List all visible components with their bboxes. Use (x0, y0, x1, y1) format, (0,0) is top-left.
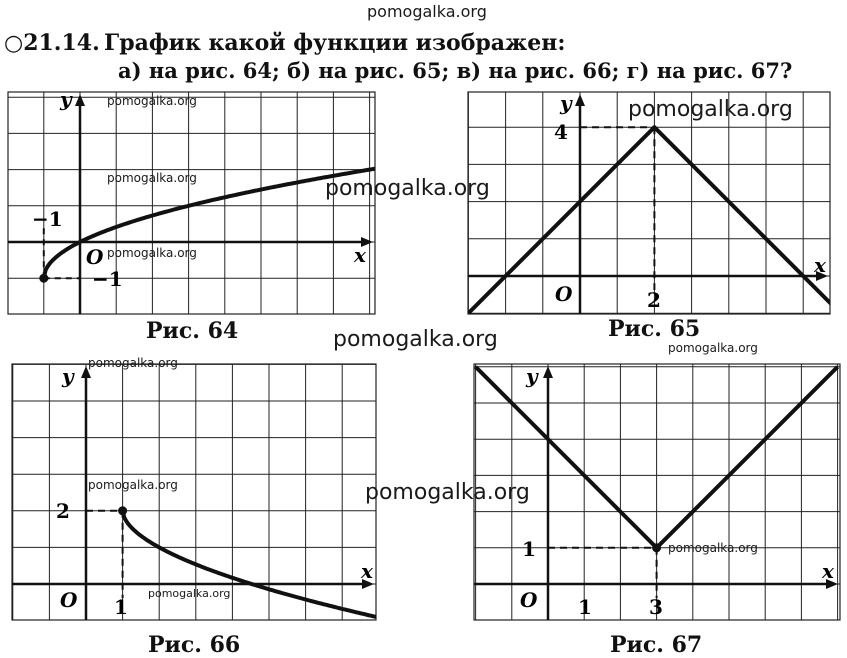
fig66-origin-label: O (60, 588, 78, 612)
watermark: pomogalka.org (107, 246, 197, 260)
fig67-tick-y: 1 (522, 537, 536, 561)
watermark: pomogalka.org (333, 327, 498, 352)
watermark: pomogalka.org (107, 171, 197, 185)
problem-parts: а) на рис. 64; б) на рис. 65; в) на рис. 66; г) на рис. 67? (118, 58, 793, 83)
fig64-y-label: y (60, 87, 72, 111)
watermark: pomogalka.org (628, 97, 793, 122)
fig64-tick-x: −1 (32, 207, 63, 231)
caption-fig65: Рис. 65 (608, 316, 701, 342)
fig67-y-label: y (526, 364, 538, 388)
fig67-origin-label: O (520, 588, 538, 612)
fig67-tick-x1: 1 (578, 595, 592, 619)
watermark: pomogalka.org (148, 587, 231, 600)
fig64-x-label: x (354, 243, 366, 267)
watermark: pomogalka.org (668, 341, 758, 355)
watermark: pomogalka.org (88, 356, 178, 370)
fig65-x-label: x (814, 253, 826, 277)
problem-question: График какой функции изображен: (104, 30, 566, 56)
fig67-x-label: x (822, 559, 834, 583)
caption-fig67: Рис. 67 (610, 632, 703, 658)
fig64-tick-y: −1 (92, 267, 123, 291)
watermark-top: pomogalka.org (367, 2, 487, 21)
fig66-y-label: y (62, 364, 74, 388)
watermark: pomogalka.org (88, 478, 178, 492)
fig66-tick-y: 2 (56, 499, 70, 523)
watermark: pomogalka.org (325, 176, 490, 201)
fig67-marked-point (652, 543, 661, 552)
watermark: pomogalka.org (365, 480, 530, 505)
fig65-tick-y: 4 (554, 120, 568, 144)
fig67-tick-x3: 3 (649, 595, 663, 619)
fig65-tick-x: 2 (647, 288, 661, 312)
fig65-origin-label: O (555, 282, 573, 306)
fig66-tick-x: 1 (114, 595, 128, 619)
fig65-y-label: y (560, 91, 572, 115)
fig64-origin-label: O (86, 245, 104, 269)
watermark: pomogalka.org (668, 541, 758, 555)
problem-number: ○21.14. (4, 30, 100, 56)
caption-fig66: Рис. 66 (148, 632, 241, 658)
fig67-y-arrow (543, 366, 553, 378)
watermark: pomogalka.org (107, 94, 197, 108)
fig66-x-label: x (361, 559, 373, 583)
caption-fig64: Рис. 64 (146, 318, 239, 344)
